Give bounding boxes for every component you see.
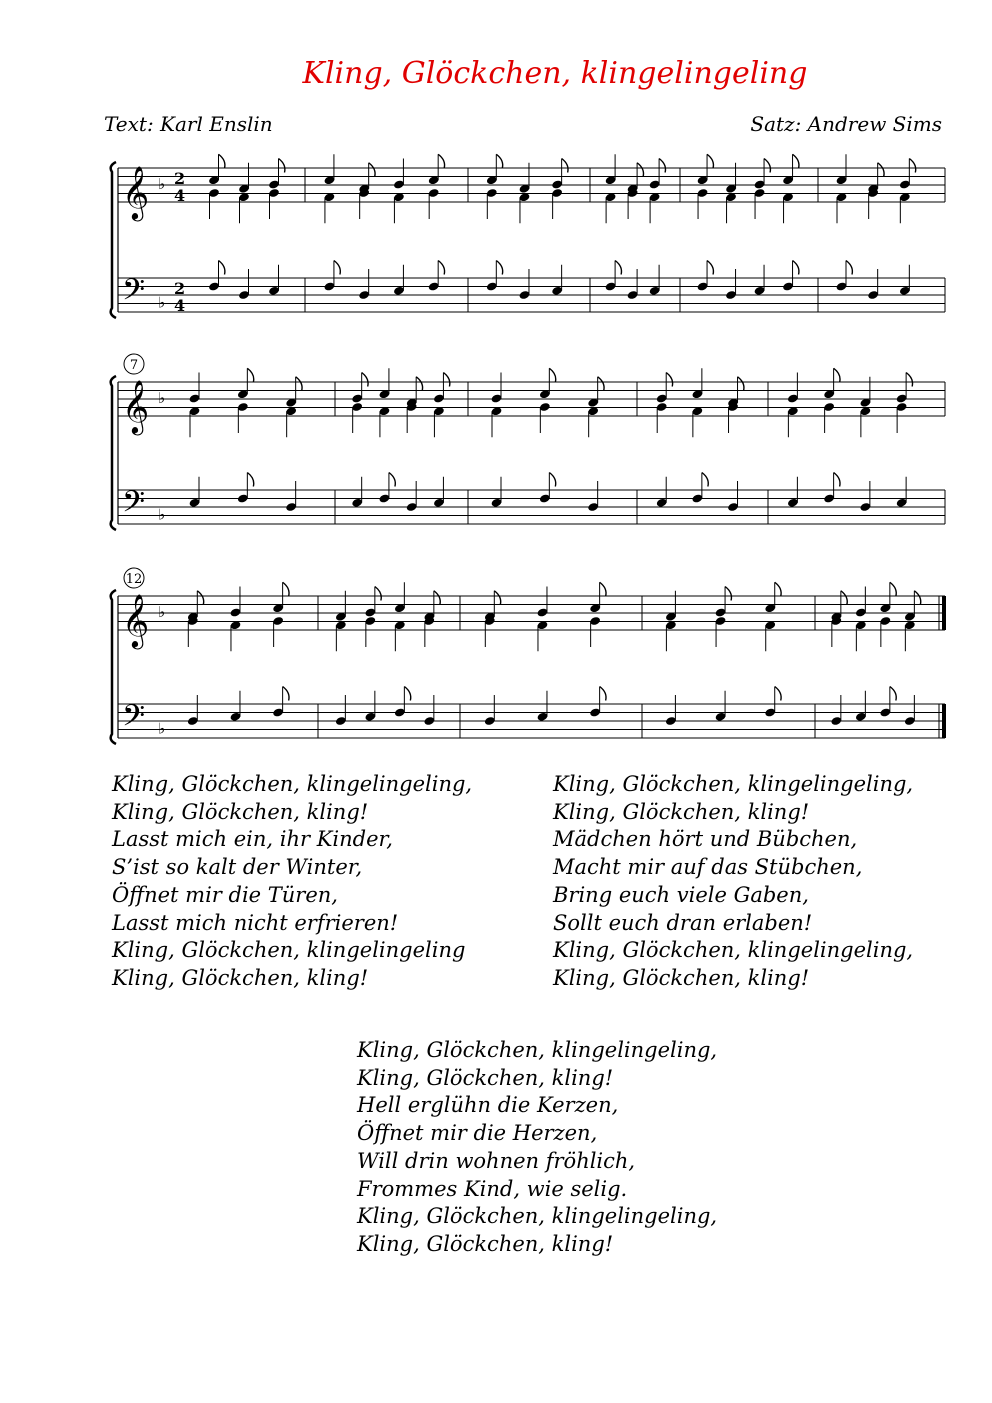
note-flag <box>283 687 289 701</box>
note-flag <box>598 377 604 391</box>
system-brace <box>111 162 116 318</box>
note-flag <box>702 473 708 487</box>
system-brace <box>111 590 116 744</box>
lyric-line: Kling, Glöckchen, kling! <box>112 965 369 990</box>
note-flag <box>369 163 375 177</box>
note-flag <box>878 163 884 177</box>
lyric-line: Kling, Glöckchen, kling! <box>357 1065 614 1090</box>
note-flag <box>283 582 289 596</box>
note-flag <box>438 261 444 275</box>
lyric-line: Macht mir auf das Stübchen, <box>553 855 863 880</box>
note-flag <box>841 591 847 605</box>
note-flag <box>219 154 225 168</box>
note-flag <box>247 473 253 487</box>
note-flag <box>443 373 449 387</box>
note-flag <box>707 154 713 168</box>
final-barline-thick <box>942 596 946 630</box>
key-signature-flat: ♭ <box>158 505 166 524</box>
lyric-line: Kling, Glöckchen, klingelingeling, <box>357 1038 718 1062</box>
lyric-line: Kling, Glöckchen, klingelingeling, <box>553 772 914 796</box>
key-signature-flat: ♭ <box>158 719 166 738</box>
note-flag <box>793 261 799 275</box>
note-flag <box>890 582 896 596</box>
note-flag <box>496 261 502 275</box>
note-flag <box>666 373 672 387</box>
note-flag <box>404 687 410 701</box>
lyric-line: Kling, Glöckchen, kling! <box>553 965 810 990</box>
note-flag <box>909 159 915 173</box>
treble-clef: 𝄞 <box>122 165 150 219</box>
bass-clef: 𝄢 <box>122 485 146 527</box>
note-flag <box>496 154 502 168</box>
note-flag <box>914 591 920 605</box>
note-flag <box>834 368 840 382</box>
note-flag <box>296 377 302 391</box>
note-flag <box>615 261 621 275</box>
note-flag <box>764 159 770 173</box>
bass-clef: 𝄢 <box>122 699 146 741</box>
lyric-line: Kling, Glöckchen, kling! <box>112 799 369 824</box>
treble-clef: 𝄞 <box>122 593 150 647</box>
treble-clef: 𝄞 <box>122 379 150 433</box>
bass-clef: 𝄢 <box>122 273 146 315</box>
final-barline-thick <box>942 704 946 738</box>
lyric-line: Mädchen hört und Bübchen, <box>553 827 858 852</box>
key-signature-flat: ♭ <box>158 389 166 407</box>
song-title: Kling, Glöckchen, klingelingeling <box>302 56 808 91</box>
lyric-line: Bring euch viele Gaben, <box>553 882 809 907</box>
system-1 <box>111 154 945 318</box>
note-flag <box>416 377 422 391</box>
note-flag <box>247 368 253 382</box>
verse-1 <box>112 771 472 993</box>
lyric-line: Kling, Glöckchen, klingelingeling, <box>553 938 914 963</box>
note-flag <box>906 373 912 387</box>
note-flag <box>707 261 713 275</box>
lyric-line: Kling, Glöckchen, kling! <box>553 799 810 824</box>
system-brace <box>111 376 116 530</box>
note-flag <box>549 473 555 487</box>
time-signature-bottom: 4 <box>174 296 186 315</box>
note-flag <box>846 261 852 275</box>
lyric-line: Kling, Glöckchen, kling! <box>357 1231 614 1256</box>
time-signature-bottom: 4 <box>174 186 186 205</box>
key-signature-flat: ♭ <box>158 175 166 193</box>
note-flag <box>334 261 340 275</box>
system-3 <box>111 568 946 744</box>
note-flag <box>890 687 896 701</box>
note-flag <box>834 473 840 487</box>
note-flag <box>775 687 781 701</box>
lyric-line: Öffnet mir die Türen, <box>112 882 338 907</box>
lyric-line: Kling, Glöckchen, klingelingeling <box>112 938 466 963</box>
measure-number: 7 <box>129 358 139 373</box>
note-flag <box>389 473 395 487</box>
note-flag <box>219 261 225 275</box>
time-signature-top: 2 <box>174 169 186 188</box>
note-flag <box>549 368 555 382</box>
lyric-line: Lasst mich ein, ihr Kinder, <box>112 827 393 852</box>
time-signature-top: 2 <box>174 279 186 298</box>
key-signature-flat: ♭ <box>158 293 166 312</box>
note-flag <box>600 582 606 596</box>
note-flag <box>775 582 781 596</box>
note-flag <box>375 587 381 601</box>
lyric-line: Lasst mich nicht erfrieren! <box>112 910 399 935</box>
note-flag <box>279 159 285 173</box>
note-flag <box>362 373 368 387</box>
note-flag <box>600 687 606 701</box>
lyric-line: Frommes Kind, wie selig. <box>357 1176 628 1201</box>
lyric-line: Kling, Glöckchen, klingelingeling, <box>112 772 473 796</box>
note-flag <box>738 377 744 391</box>
lyric-line: S’ist so kalt der Winter, <box>112 855 363 880</box>
lyric-line: Will drin wohnen fröhlich, <box>357 1148 636 1173</box>
lyric-line: Hell erglühn die Kerzen, <box>357 1093 619 1118</box>
note-flag <box>434 591 440 605</box>
system-2 <box>111 354 945 530</box>
measure-number: 12 <box>125 572 143 587</box>
note-flag <box>438 154 444 168</box>
note-flag <box>725 587 731 601</box>
verse-3 <box>357 1037 717 1259</box>
lyric-line: Sollt euch dran erlaben! <box>553 910 813 935</box>
note-flag <box>637 163 643 177</box>
text-credit: Text: Karl Enslin <box>104 112 273 136</box>
note-flag <box>494 591 500 605</box>
note-flag <box>659 159 665 173</box>
note-flag <box>793 154 799 168</box>
note-flag <box>197 591 203 605</box>
lyric-line: Kling, Glöckchen, klingelingeling, <box>357 1204 718 1229</box>
note-flag <box>562 159 568 173</box>
verse-2 <box>553 771 913 993</box>
arrangement-credit: Satz: Andrew Sims <box>750 112 942 136</box>
lyric-line: Öffnet mir die Herzen, <box>357 1121 598 1146</box>
key-signature-flat: ♭ <box>158 603 166 621</box>
